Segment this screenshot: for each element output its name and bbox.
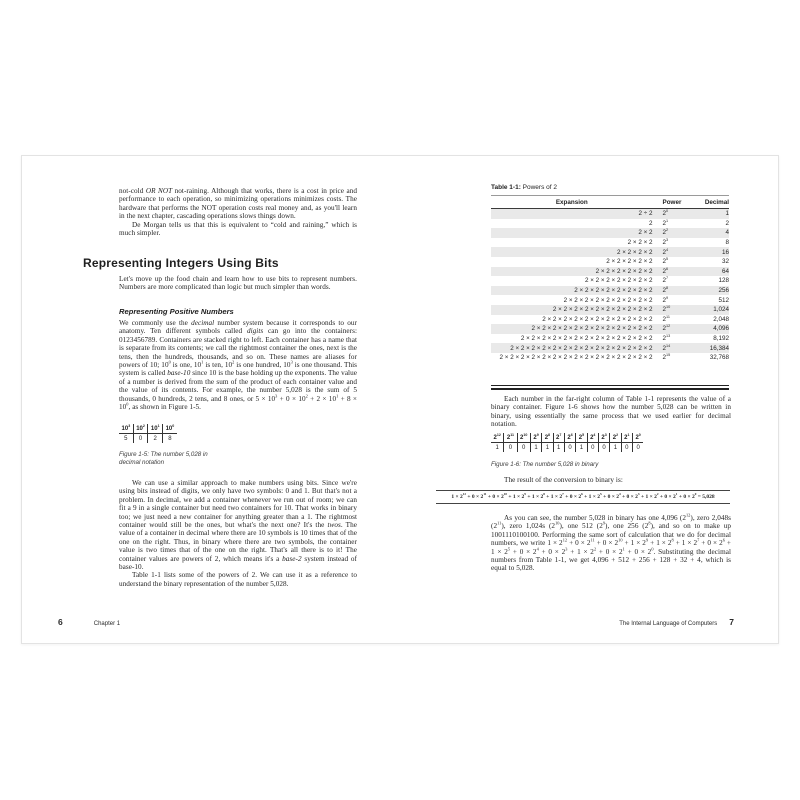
figure-header-cell: $2^2$ [610,433,621,443]
powers-table-cell: $2^0$ [662,209,669,218]
figure-header-cell: $2^{10}$ [517,433,530,443]
running-footer: Chapter 1 [93,621,121,627]
powers-table-head [491,196,729,209]
figure-value-cell: 0 [504,443,517,453]
powers-table-row [491,343,729,353]
paragraph: Let's move up the food chain and learn how to use bits to represent numbers. Numbers are more complicated than logic but much simpler than words. [119,275,357,292]
figure-header-row [491,433,643,443]
figure-header-cell: $10^3$ [119,424,133,434]
page-number: 7 [729,617,734,627]
figure-header-cell: $2^{11}$ [504,433,517,443]
page-footer-left [58,617,258,627]
powers-table-cell: $2^2$ [662,228,669,237]
figure-value-cell: 1 [491,443,504,453]
page-footer-right [491,617,734,627]
figure-header-cell: $2^4$ [587,433,598,443]
paragraph: Each number in the far-right column of Table 1-1 represents the value of a binary container. Figure 1-6 shows how the number 5,028 can be written in binary, using essentially the same process that we used earlier for decimal notation. [491,395,731,429]
figure-value-cell: 5 [119,434,133,444]
powers-table-cell: 512 [718,296,729,304]
decimal-figure-table [119,424,177,443]
figure-header-cell: $2^{12}$ [491,433,504,443]
figure-value-cell: 0 [621,443,632,453]
figure-value-cell: 1 [542,443,553,453]
conversion-formula: $1 \times 2^{12} + 0 \times 2^{11} + 0 \times 2^{10} + 1 \times 2^9 + 1 \times 2^8 + 1 \times 2^7 + 0 \times 2^6 + 1 \times 2^5 + 0 \times 2^4 + 0 \times 2^3 + 1 \times 2^2 + 0 \times 2^1 + 0 \times 2^0 = 5,028$ [436,490,730,504]
powers-table-cell: 2 × 2 × 2 × 2 × 2 × 2 × 2 × 2 × 2 [563,296,653,304]
powers-table-cell: $2^6$ [662,266,669,275]
binary-figure-table [491,433,643,452]
paragraph: We can use a similar approach to make numbers using bits. Since we're using bits instead of digits, we only have two symbols: 0 and 1. But that's not a problem. In decimal, we add a container whenever we run out of room; we can fit a 9 in a single container but need two containers for 10. That works in binary too; we just need a new container for anything greater than a 1. The rightmost container would still be the ones, but what's the next one? It's the twos. The value of a container in decimal where there are 10 symbols is 10 times that of the one on the right. Thus, in binary where there are two symbols, the container value is two times that of the one on the right. That's all there is to it! The container values are powers of 2, which means it's a base-2 system instead of base-10. [119,479,357,572]
table-label-title: Powers of 2 [520,184,557,191]
paragraph: We commonly use the decimal number system because it corresponds to our anatomy. Ten different symbols called digits can go into the containers: 0123456789. Containers are stacked right to left. Each container has a name that is separate from its contents; we call the rightmost container the ones, next is the tens, then the hundreds, thousands, and so on. These names are aliases for powers of 10; $10^0$ is one, $10^1$ is ten, $10^2$ is one hundred, $10^3$ is one thousand. This system is called base-10 since 10 is the base holding up the exponents. The value of a number is derived from the sum of the product of each container value and the value of its contents. For example, the number 5,028 is the sum of 5 thousands, 0 hundreds, 2 tens, and 8 ones, or $5 \times 10^3 + 0 \times 10^2 + 2 \times 10^1 + 8 \times 10^0$, as shown in Figure 1-5. [119,319,358,412]
powers-table-cell: 2 × 2 × 2 × 2 × 2 [606,258,653,266]
powers-table-cell: 2 × 2 × 2 × 2 × 2 × 2 × 2 × 2 × 2 × 2 × 2 × 2 [531,325,653,333]
table-bottom-rule [491,385,729,390]
figure-header-cell: $2^5$ [576,433,587,443]
left-intro-block [119,187,357,237]
powers-table-header-row [491,196,729,209]
figure-value-cell: 0 [133,434,148,444]
powers-table-cell: 32,768 [709,354,729,362]
powers-table-cell: 16,384 [709,344,729,352]
powers-table-row [491,286,729,296]
powers-table-cell: $2^8$ [662,285,669,295]
powers-table-cell: $2^5$ [662,257,669,266]
paragraph: As you can see, the number 5,028 in binary has one 4,096 $(2^{12})$, zero 2,048s $(2^{11})$, zero 1,024s $(2^{10})$, one 512 $(2^9)$, one 256 $(2^8)$, and so on to make up 1001110100100. Performing the same sort of calculation that we do for decimal numbers, we write $1 \times 2^{12} + 0 \times 2^{11} + 0 \times 2^{10} + 1 \times 2^9 + 1 \times 2^8 + 1 \times 2^7 + 0 \times 2^6 + 1 \times 2^5 + 0 \times 2^4 + 0 \times 2^3 + 1 \times 2^2 + 0 \times 2^1 + 0 \times 2^0$. Substituting the decimal numbers from Table 1-1, we get 4,096 + 512 + 256 + 128 + 32 + 4, which is equal to 5,028. [491,512,731,573]
figure-header-cell: $2^7$ [553,433,564,443]
paragraph: The result of the conversion to binary is: [504,476,623,484]
powers-table-cell: 2 ÷ 2 [638,210,653,218]
figure-value-cell: 0 [598,443,609,453]
powers-table-row [491,228,729,238]
left-binary-block [119,479,357,588]
powers-table-cell: 2 × 2 × 2 × 2 × 2 × 2 × 2 × 2 [574,287,653,295]
figure-value-cell: 1 [610,443,621,453]
powers-table-row [491,334,729,344]
powers-table-row [491,315,729,325]
powers-table-cell: 1,024 [713,306,729,314]
powers-table-cell: $2^{12}$ [662,324,671,333]
powers-table-cell: 128 [718,277,729,285]
powers-table-cell: 2 × 2 × 2 × 2 × 2 × 2 × 2 × 2 × 2 × 2 × 2 [542,315,653,323]
figure-header-cell: $2^1$ [621,433,632,443]
subsection-heading: Representing Positive Numbers [119,307,234,316]
figure-value-cell: 0 [587,443,598,453]
powers-table-cell: 2 × 2 × 2 [627,239,653,247]
powers-table-cell: 2 × 2 × 2 × 2 × 2 × 2 [595,267,653,275]
table-label [491,184,557,191]
powers-table-cell: $2^{10}$ [662,305,671,314]
page-number: 6 [58,617,63,627]
paragraph: De Morgan tells us that this is equivalent to “cold and raining,” which is much simpler. [119,220,357,238]
powers-table-cell: 2 × 2 × 2 × 2 × 2 × 2 × 2 × 2 × 2 × 2 × 2 × 2 × 2 × 2 [510,344,653,352]
powers-table-cell: $2^{11}$ [662,314,670,323]
figure-caption: Figure 1-5: The number 5,028 in decimal notation [119,451,208,466]
powers-table-cell: 16 [721,248,729,256]
book-spread [21,155,779,644]
powers-table-cell: $2^7$ [662,276,669,285]
figure-header-cell: $2^0$ [632,433,643,443]
figure-value-cell: 1 [530,443,541,453]
powers-table-row [491,219,729,229]
powers-table-cell: $2^4$ [662,247,669,256]
column-header-expansion: Expansion [491,196,663,209]
table-label-number: Table 1-1: [491,184,521,191]
powers-table-row [491,267,729,277]
powers-table-cell: 2 × 2 × 2 × 2 × 2 × 2 × 2 × 2 × 2 × 2 [552,306,653,314]
powers-table-cell: $2^9$ [662,295,669,304]
figure-value-cell: 0 [564,443,575,453]
powers-table-cell: 2 × 2 × 2 × 2 [616,248,653,256]
powers-table-cell: $2^3$ [662,237,669,247]
powers-table-cell: $2^{13}$ [662,333,671,343]
powers-table-cell: 2,048 [713,315,729,323]
powers-table-cell: 2 [725,219,729,227]
powers-table-cell: 32 [721,258,729,266]
figure-header-row [119,424,177,434]
powers-table-cell: 8,192 [713,335,729,343]
powers-table-body [491,209,729,363]
column-header-decimal: Decimal [697,196,729,209]
paragraph: Table 1-1 lists some of the powers of 2. We can use it as a reference to understand the binary representation of the number 5,028. [119,571,357,588]
powers-table-cell: 1 [725,210,729,218]
figure-value-row [491,443,643,453]
figure-value-cell: 1 [553,443,564,453]
powers-table-cell: 64 [721,267,729,275]
powers-table-row [491,238,729,248]
figure-header-cell: $2^6$ [564,433,575,443]
powers-table-row [491,305,729,315]
figure-header-cell: $2^3$ [598,433,609,443]
section-heading: Representing Integers Using Bits [83,256,279,270]
powers-table-row [491,209,729,219]
powers-table-cell: 2 [649,219,653,227]
powers-table-cell: 2 × 2 × 2 × 2 × 2 × 2 × 2 × 2 × 2 × 2 × 2 × 2 × 2 [520,335,653,343]
figure-value-cell: 1 [576,443,587,453]
powers-table-cell: 2 × 2 [638,229,653,237]
powers-table-cell: 2 × 2 × 2 × 2 × 2 × 2 × 2 × 2 × 2 × 2 × 2 × 2 × 2 × 2 × 2 [499,354,653,362]
figure-header-cell: $10^0$ [163,424,177,434]
powers-table-row [491,247,729,257]
column-header-power: Power [663,196,698,209]
powers-table-cell: $2^{14}$ [662,343,671,352]
figure-header-cell: $2^8$ [542,433,553,443]
figure-header-cell: $10^1$ [148,424,163,434]
figure-caption: Figure 1-6: The number 5,028 in binary [491,461,599,468]
figure-value-cell: 0 [636,444,640,451]
figure-value-cell: 8 [168,435,172,442]
powers-table-cell: $2^{15}$ [662,353,671,362]
powers-table-cell: 2 × 2 × 2 × 2 × 2 × 2 × 2 [584,277,653,285]
running-footer: The Internal Language of Computers [619,621,718,627]
powers-table-cell: 8 [725,239,729,247]
paragraph: not-cold OR NOT not-raining. Although that works, there is a cost in price and performance to each operation, so minimizing operations minimizes costs. The hardware that performs the NOT operation costs real money and, as you'll learn in the next chapter, cascading operations slows things down. [119,187,357,221]
powers-of-2-table [491,195,729,363]
figure-value-cell: 0 [517,443,530,453]
powers-table-row [491,295,729,305]
figure-value-cell: 2 [148,434,163,444]
powers-table-row [491,324,729,334]
powers-table-cell: 4 [725,229,729,237]
powers-table-row [491,353,729,363]
figure-value-row [119,434,177,444]
figure-header-cell: $2^9$ [530,433,541,443]
powers-table-cell: $2^1$ [662,218,669,227]
powers-table-row [491,257,729,267]
figure-header-cell: $10^2$ [133,424,148,434]
powers-table-row [491,276,729,286]
powers-table-cell: 256 [718,287,729,295]
powers-table-cell: 4,096 [713,325,729,333]
